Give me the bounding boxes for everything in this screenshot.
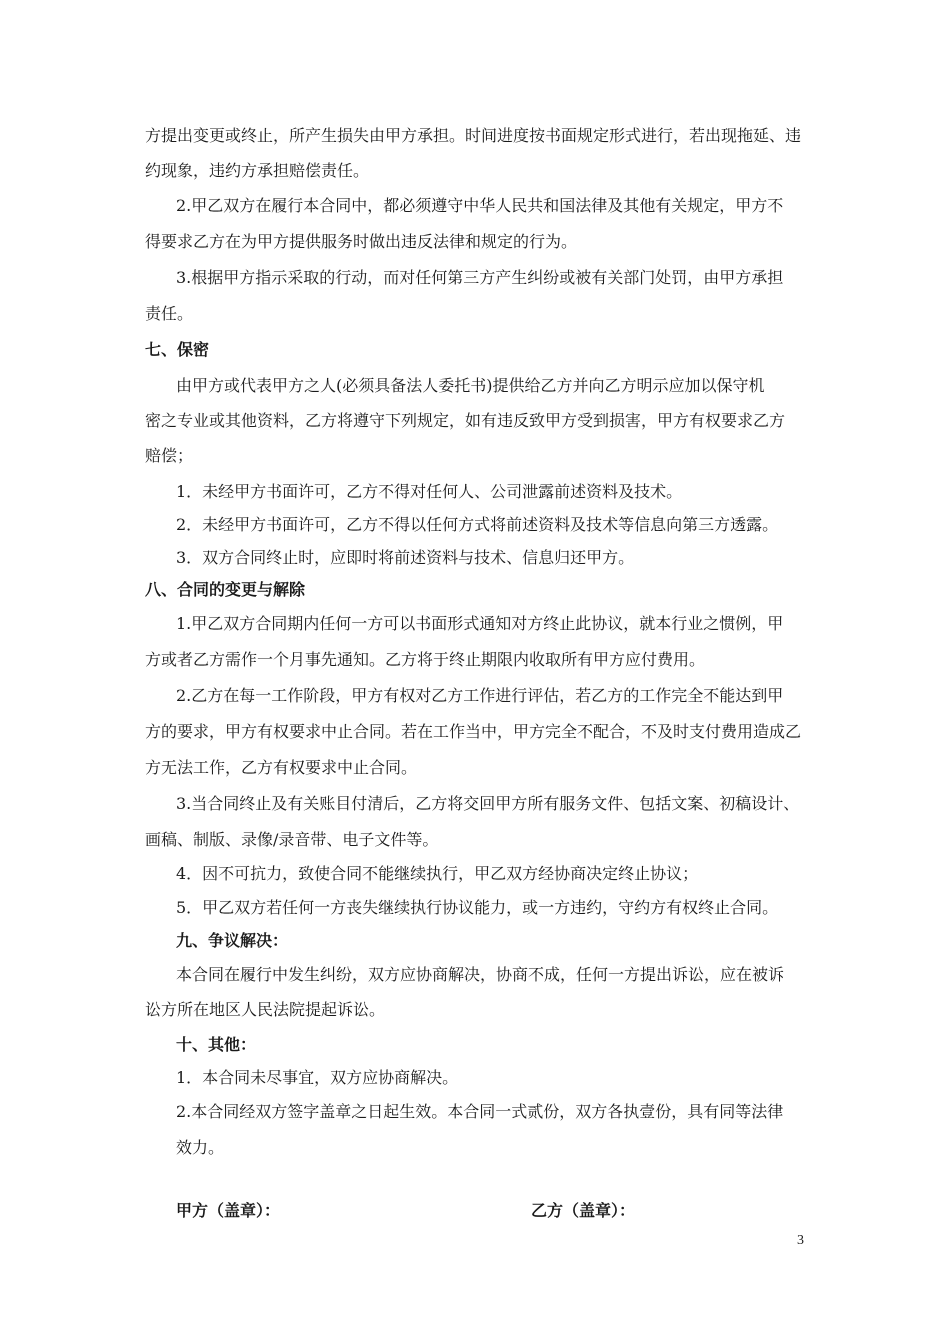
list-item: 4．因不可抗力，致使合同不能继续执行，甲乙双方经协商决定终止协议； [176, 864, 699, 883]
list-item: 1．未经甲方书面许可，乙方不得对任何人、公司泄露前述资料及技术。 [176, 482, 683, 501]
paragraph-line: 方的要求，甲方有权要求中止合同。若在工作当中，甲方完全不配合，不及时支付费用造成乙 [145, 722, 802, 741]
paragraph-line: 2.甲乙双方在履行本合同中，都必须遵守中华人民共和国法律及其他有关规定，甲方不 [176, 196, 784, 215]
paragraph-line: 方或者乙方需作一个月事先通知。乙方将于终止期限内收取所有甲方应付费用。 [145, 650, 706, 669]
section-heading: 十、其他： [176, 1035, 257, 1054]
paragraph-line: 1.甲乙双方合同期内任何一方可以书面形式通知对方终止此协议，就本行业之惯例，甲 [176, 614, 784, 633]
list-item: 1．本合同未尽事宜，双方应协商解决。 [176, 1068, 459, 1087]
section-heading: 七、保密 [145, 340, 210, 359]
paragraph-line: 3.当合同终止及有关账目付清后，乙方将交回甲方所有服务文件、包括文案、初稿设计、 [176, 794, 800, 813]
paragraph-line: 得要求乙方在为甲方提供服务时做出违反法律和规定的行为。 [145, 232, 578, 251]
paragraph-line: 密之专业或其他资料，乙方将遵守下列规定，如有违反致甲方受到损害，甲方有权要求乙方 [145, 411, 786, 430]
paragraph-line: 讼方所在地区人民法院提起诉讼。 [145, 1000, 386, 1019]
paragraph-line: 方无法工作，乙方有权要求中止合同。 [145, 758, 418, 777]
paragraph-line: 方提出变更或终止，所产生损失由甲方承担。时间进度按书面规定形式进行，若出现拖延、违 [145, 126, 802, 145]
section-heading: 九、争议解决： [176, 931, 289, 950]
paragraph-line: 由甲方或代表甲方之人(必须具备法人委托书)提供给乙方并向乙方明示应加以保守机 [176, 376, 765, 395]
paragraph-line: 约现象，违约方承担赔偿责任。 [145, 161, 370, 180]
page-number: 3 [797, 1233, 804, 1248]
paragraph-line: 赔偿； [145, 446, 194, 465]
paragraph-line: 2.本合同经双方签字盖章之日起生效。本合同一式贰份，双方各执壹份，具有同等法律 [176, 1102, 784, 1121]
list-item: 2．未经甲方书面许可，乙方不得以任何方式将前述资料及技术等信息向第三方透露。 [176, 515, 779, 534]
party-a-signature-label: 甲方（盖章）： [176, 1201, 281, 1220]
list-item: 5．甲乙双方若任何一方丧失继续执行协议能力，或一方违约，守约方有权终止合同。 [176, 898, 779, 917]
party-b-signature-label: 乙方（盖章）： [531, 1201, 636, 1220]
paragraph-line: 本合同在履行中发生纠纷，双方应协商解决，协商不成，任何一方提出诉讼，应在被诉 [176, 965, 785, 984]
paragraph-line: 效力。 [176, 1138, 225, 1157]
section-heading: 八、合同的变更与解除 [145, 580, 306, 599]
paragraph-line: 画稿、制版、录像/录音带、电子文件等。 [145, 830, 439, 849]
list-item: 3．双方合同终止时，应即时将前述资料与技术、信息归还甲方。 [176, 548, 635, 567]
paragraph-line: 责任。 [145, 304, 194, 323]
paragraph-line: 2.乙方在每一工作阶段，甲方有权对乙方工作进行评估，若乙方的工作完全不能达到甲 [176, 686, 784, 705]
paragraph-line: 3.根据甲方指示采取的行动，而对任何第三方产生纠纷或被有关部门处罚，由甲方承担 [176, 268, 784, 287]
